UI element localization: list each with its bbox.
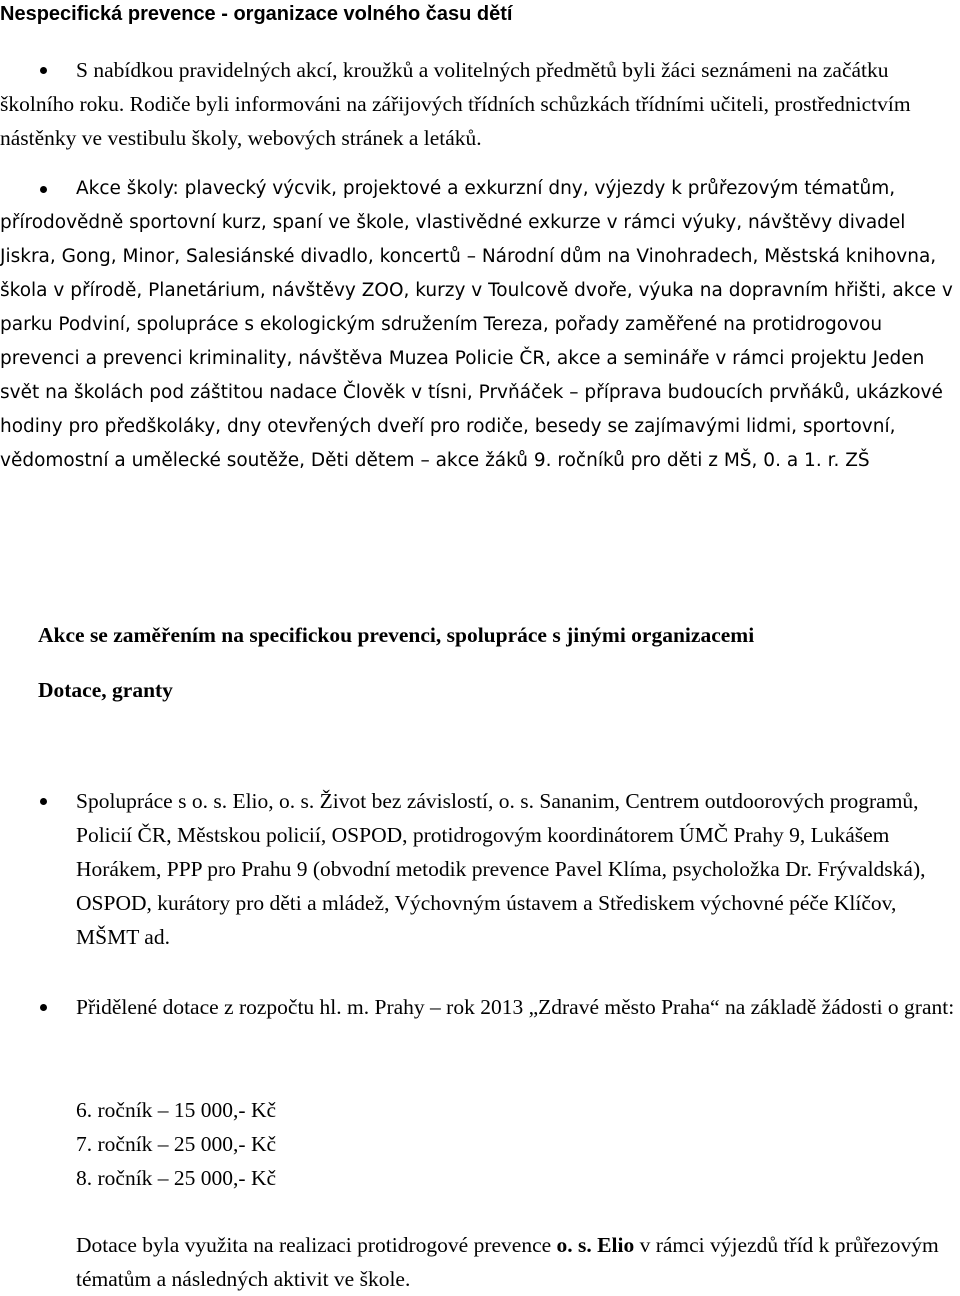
closing-text: Dotace byla využita na realizaci protidrogové prevence — [76, 1233, 557, 1257]
list-item-text: Akce školy: plavecký výcvik, projektové a exkurzní dny, výjezdy k průřezovým tématům, přírodovědně sportovní kurz, spaní ve škole, vlastivědné exkurze v rámci výuky, návštěvy divadel Jiskra, Gong, Minor, Salesiánské divadlo, koncertů – Národní dům na Vinohradech, Městská knihovna, škola v přírodě, Planetárium, návštěvy ZOO, kurzy v Toulcově dvoře, výuka na dopravním hřišti, akce v parku Podviní, spolupráce s ekologickým sdružením Tereza, pořady zaměřené na protidrogovou prevenci a prevenci kriminality, návštěva Muzea Policie ČR, akce a semináře v rámci projektu Jeden svět na školách pod záštitou nadace Člověk v tísni, Prvňáček – příprava budoucích prvňáků, ukázkové hodiny pro předškoláky, dny otevřených dveří pro rodiče, besedy se zajímavými lidmi, sportovní, vědomostní a umělecké soutěže, Děti dětem – akce žáků 9. ročníků pro děti z MŠ, 0. a 1. r. ZŠ — [0, 178, 953, 471]
list-item — [0, 53, 960, 155]
page-heading: Nespecifická prevence - organizace volného času dětí — [0, 3, 513, 25]
grant-line: 8. ročník – 25 000,- Kč — [76, 1166, 277, 1190]
closing-paragraph — [76, 1228, 960, 1296]
list-item-text: S nabídkou pravidelných akcí, kroužků a volitelných předmětů byli žáci seznámeni na začátku školního roku. Rodiče byli informováni na zářijových třídních schůzkách třídními učiteli, prostřednictvím nástěnky ve vestibulu školy, webových stránek a letáků. — [0, 58, 911, 150]
closing-bold-text: Elio — [597, 1233, 635, 1257]
bullet-icon — [40, 1004, 47, 1011]
list-item-text: Spolupráce s o. s. Elio, o. s. Život bez závislostí, o. s. Sananim, Centrem outdoorových programů, Policií ČR, Městskou policií, OSPOD, protidrogovým koordinátorem ÚMČ Prahy 9, Lukášem Horákem, PPP pro Prahu 9 (obvodní metodik prevence Pavel Klíma, psycholožka Dr. Frývaldská), OSPOD, kurátory pro děti a mládež, Výchovným ústavem a Střediskem výchovné péče Klíčov, MŠMT ad. — [76, 789, 926, 949]
section-heading: Dotace, granty — [38, 678, 173, 702]
bullet-icon — [40, 798, 47, 805]
list-item — [0, 172, 960, 478]
list-item-text: Přidělené dotace z rozpočtu hl. m. Prahy – rok 2013 „Zdravé město Praha“ na základě žádosti o grant: — [76, 995, 955, 1019]
section-heading: Akce se zaměřením na specifickou prevenci, spolupráce s jinými organizacemi — [38, 623, 755, 647]
bullet-icon — [40, 186, 47, 193]
bullet-icon — [40, 67, 47, 74]
grant-line: 6. ročník – 15 000,- Kč — [76, 1098, 277, 1122]
grant-line: 7. ročník – 25 000,- Kč — [76, 1132, 277, 1156]
closing-bold-text: o. s. — [556, 1233, 592, 1257]
closing-text: v rámci výjezdů tříd k průřezovým tématům a následných aktivit ve škole. — [76, 1233, 939, 1291]
